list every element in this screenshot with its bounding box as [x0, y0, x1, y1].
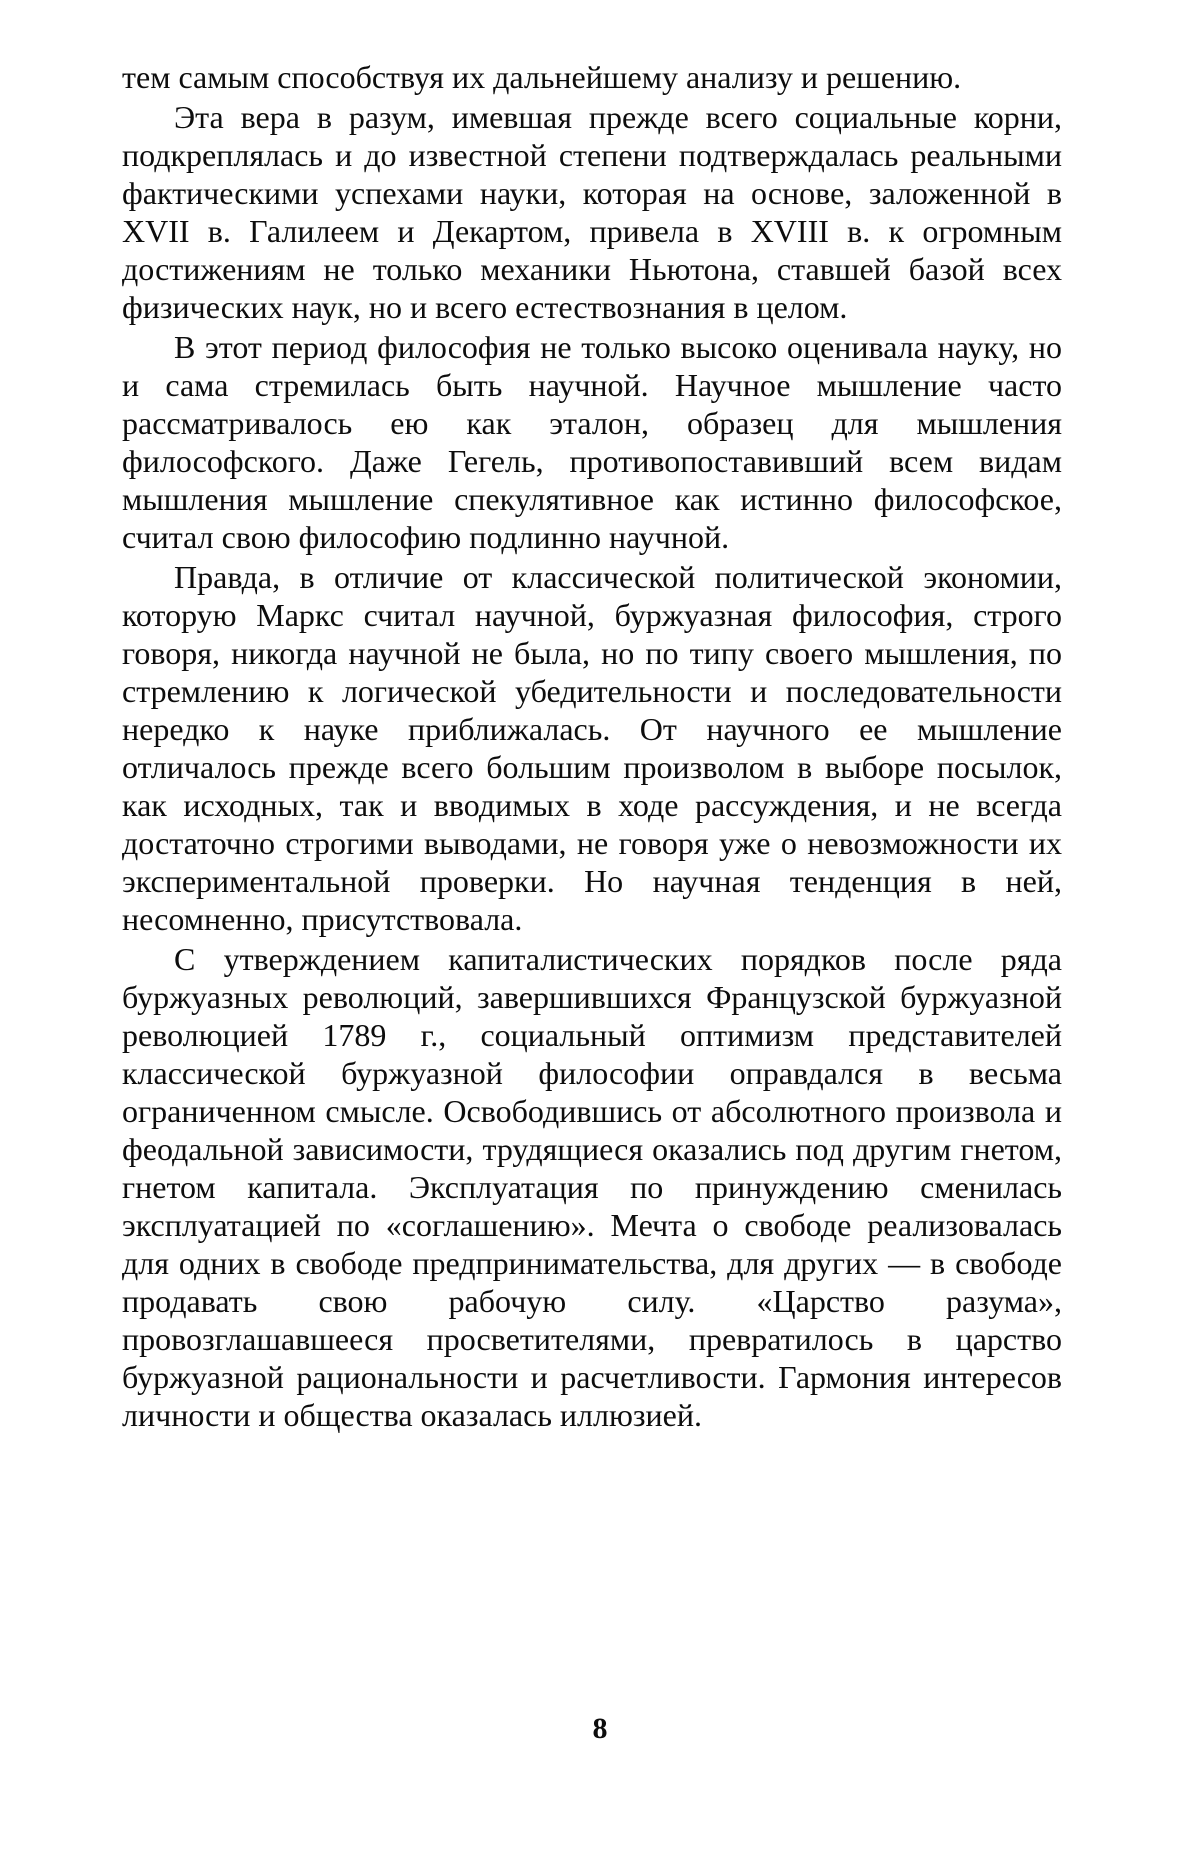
paragraph-philosophy-science: В этот период философия не только высоко оценивала науку, но и сама стремилась быть научной. Научное мышление часто рассматривалось ею как эталон, образец для мышления философского. Даже Гегель, противопоставивший всем видам мышления мышление спекулятивное как истинно философское, считал свою философию подлинно научной.	[122, 329, 1062, 555]
page-number: 8	[592, 1712, 608, 1745]
paragraph-capitalist-order: С утверждением капиталистических порядков после ряда буржуазных революций, завершившихся Французской буржуазной революцией 1789 г., социальный оптимизм представителей классической буржуазной философии оправдался в весьма ограниченном смысле. Освободившись от абсолютного произвола и феодальной зависимости, трудящиеся оказались под другим гнетом, гнетом капитала. Эксплуатация по принуждению сменилась эксплуатацией по «соглашению». Мечта о свободе реализовалась для одних в свободе предпринимательства, для других — в свободе продавать свою рабочую силу. «Царство разума», провозглашавшееся просветителями, превратилось в царство буржуазной рациональности и расчетливости. Гармония интересов личности и общества оказалась иллюзией.	[122, 941, 1062, 1433]
paragraph-faith-in-reason: Эта вера в разум, имевшая прежде всего социальные корни, подкреплялась и до известной степени подтверждалась реальными фактическими успехами науки, которая на основе, заложенной в XVII в. Галилеем и Декартом, привела в XVIII в. к огромным достижениям не только механики Ньютона, ставшей базой всех физических наук, но и всего естествознания в целом.	[122, 99, 1062, 325]
page-text	[122, 58, 1062, 1436]
paragraph-bourgeois-philosophy: Правда, в отличие от классической политической экономии, которую Маркс считал научной, буржуазная философия, строго говоря, никогда научной не была, но по типу своего мышления, по стремлению к логической убедительности и последовательности нередко к науке приближалась. От научного ее мышление отличалось прежде всего большим произволом в выборе посылок, как исходных, так и вводимых в ходе рассуждения, и не всегда достаточно строгими выводами, не говоря уже о невозможности их экспериментальной проверки. Но научная тенденция в ней, несомненно, присутствовала.	[122, 559, 1062, 937]
paragraph-continuation: тем самым способствуя их дальнейшему анализу и решению.	[122, 59, 962, 95]
